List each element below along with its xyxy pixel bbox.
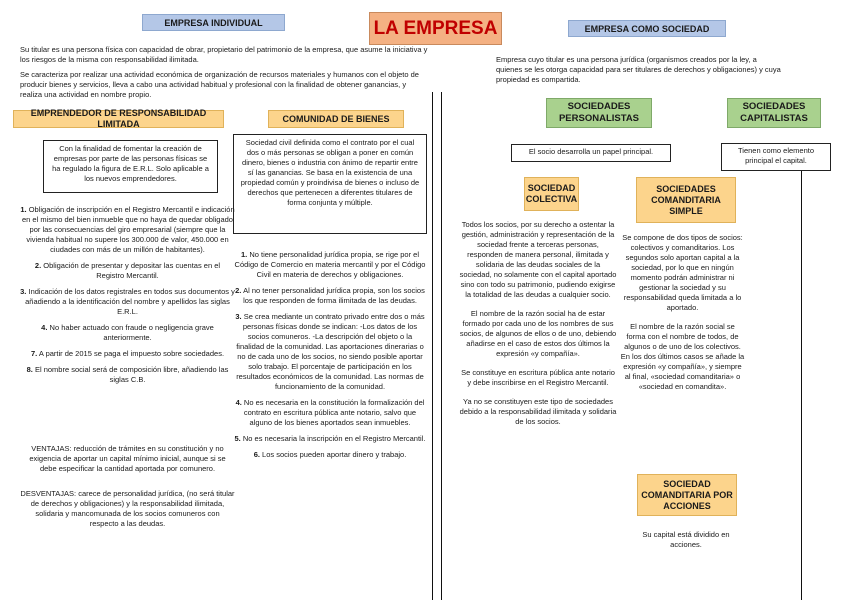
list-item: 5. No es necesaria la inscripción en el Registro Mercantil. (234, 434, 426, 443)
sociedad-colectiva-header: SOCIEDAD COLECTIVA (524, 177, 579, 211)
divider-line-right (441, 92, 442, 600)
page-title: LA EMPRESA (369, 12, 502, 45)
list-item: 8. El nombre social será de composición libre, añadiendo las siglas C.B. (26, 365, 229, 384)
comanditaria-acciones-text: Su capital está dividido en acciones. (642, 530, 730, 549)
capitalistas-box: Tienen como elemento principal el capital. (721, 143, 831, 171)
sociedad-intro: Empresa cuyo titular es una persona jurídica (organismos creados por la ley, a quienes se les otorga capacidad para ser titulares de derechos y obligaciones) y cuya propiedad es compartida. (496, 55, 781, 84)
empresa-individual-header: EMPRESA INDIVIDUAL (142, 14, 285, 31)
list-item: 4. No es necesaria en la constitución la formalización del contrato en escritura pública ante notario, salvo que alguno de los bienes aportados sean inmuebles. (235, 398, 425, 427)
emprendedor-ventajas: VENTAJAS: reducción de trámites en su constitución y no exigencia de aportar un capital mínimo inicial, aunque si se debe especificar la cantidad aportada por comunero. (29, 444, 226, 473)
emprendedor-requirements-list (20, 205, 235, 391)
list-item: 6. Los socios pueden aportar dinero y trabajo. (253, 450, 407, 459)
capitalistas-connector-line (801, 171, 802, 600)
individual-intro-1: Su titular es una persona física con capacidad de obrar, propietario del patrimonio de la empresa, que asume la iniciativa y los riesgos de la misma con responsabilidad ilimitada. (20, 45, 428, 64)
list-item: 1. No tiene personalidad jurídica propia, se rige por el Código de Comercio en materia mercantil y por el Código Civil en materia de derechos y obligaciones. (234, 250, 426, 279)
sociedad-colectiva-text: Todos los socios, por su derecho a ostentar la gestión, administración y representación de la sociedad frente a terceras personas, responden de manera personal, ilimitada y solidaria de las deudas sociales de la sociedad, no solamente con el capital aportado sino con todo su patrimonio, pudiendo exigirse la totalidad de las deudas a cualquier socio. El nombre de la razón social ha de estar formado por cada uno de los nombres de sus socios, de algunos de ellos o de uno, debiendo añadirse en el caso de estos dos últimos la expresión «y compañía». Se constituye en escritura pública ante notario y debe inscribirse en el Registro Mercantil. Ya no se constituyen este tipo de sociedades debido a la responsabilidad ilimitada y solidaria de los socios. (459, 220, 617, 426)
emprendedor-definition-box: Con la finalidad de fomentar la creación de empresas por parte de las personas físicas se ha regulado la figura de E.R.L. Solo aplicable a los nuevos emprendedores. (43, 140, 218, 193)
individual-intro-2: Se caracteriza por realizar una actividad económica de organización de recursos materiales y humanos con el objeto de producir bienes y servicios, lleva a cabo una actividad habitual y profesional con la finalidad de obtener ganancias, y realiza una actividad en nombre propio. (20, 70, 419, 99)
list-item: 1. Obligación de inscripción en el Registro Mercantil e indicación en el mismo del bien inmueble que no haya de quedar obligado por las consecuencias del giro empresarial (siempre que la vivienda habitual no supere los 300.000 de valor, 450.000 en ciudades con más de un millón de habitantes). (20, 205, 235, 254)
comunidad-characteristics-list (233, 250, 427, 466)
comunidad-definition-box: Sociedad civil definida como el contrato por el cual dos o más personas se obligan a poner en común dinero, bienes o industria con ánimo de repartir entre sí las ganancias. Se basa en la existencia de una propiedad común y proindivisa de bienes o incluso de derechos que pertenecen a diferentes titulares de forma conjunta y múltiple. (233, 134, 427, 234)
list-item: 3. Se crea mediante un contrato privado entre dos o más personas físicas donde se indican: -Los datos de los socios comuneros. -La descripción del objeto o la finalidad de la comunidad. Las aportaciones dinerarias o no de cada uno de los socios, no siendo posible aportar solo trabajo. El porcentaje de participación en los resultados económicos de la comunidad. Las normas de funcionamiento de la comunidad. (235, 312, 425, 391)
list-item: 4. No haber actuado con fraude o negligencia grave anteriormente. (41, 323, 214, 342)
list-item: 2. Obligación de presentar y depositar las cuentas en el Registro Mercantil. (34, 261, 221, 280)
personalistas-box: El socio desarrolla un papel principal. (511, 144, 671, 162)
list-item: 7. A partir de 2015 se paga el impuesto sobre sociedades. (30, 349, 225, 358)
emprendedor-header: EMPRENDEDOR DE RESPONSABILIDAD LIMITADA (13, 110, 224, 128)
list-item: 2. Al no tener personalidad jurídica propia, son los socios los que responden de forma ilimitada de las deudas. (235, 286, 425, 305)
comanditaria-simple-text: Se compone de dos tipos de socios: colectivos y comanditarios. Los segundos solo aportan capital a la sociedad, por lo que en ningún momento podrán administrar ni gestionar la sociedad y su responsabilidad queda limitada a lo aportado. El nombre de la razón social se forma con el nombre de todos, de algunos o de uno de los colectivos. En los dos últimos casos se añade la expresión «y compañía», y siempre al final, «sociedad comanditaria» o «sociedad en comandita». (620, 233, 745, 391)
comunidad-bienes-header: COMUNIDAD DE BIENES (268, 110, 404, 128)
list-item: 3. Indicación de los datos registrales en todos sus documentos y añadiendo a la identificación del nombre y apellidos las siglas E.R.L. (20, 287, 235, 316)
comanditaria-simple-header: SOCIEDADES COMANDITARIA SIMPLE (636, 177, 736, 223)
empresa-sociedad-header: EMPRESA COMO SOCIEDAD (568, 20, 726, 37)
sociedades-capitalistas-header: SOCIEDADES CAPITALISTAS (727, 98, 821, 128)
emprendedor-desventajas: DESVENTAJAS: carece de personalidad jurídica, (no será titular de derechos y obligaciones) y la responsabilidad ilimitada, solidaria y mancomunada de los socios comuneros con respecto a las deudas. (20, 489, 235, 528)
divider-line-left (432, 92, 433, 600)
sociedades-personalistas-header: SOCIEDADES PERSONALISTAS (546, 98, 652, 128)
comanditaria-acciones-header: SOCIEDAD COMANDITARIA POR ACCIONES (637, 474, 737, 516)
